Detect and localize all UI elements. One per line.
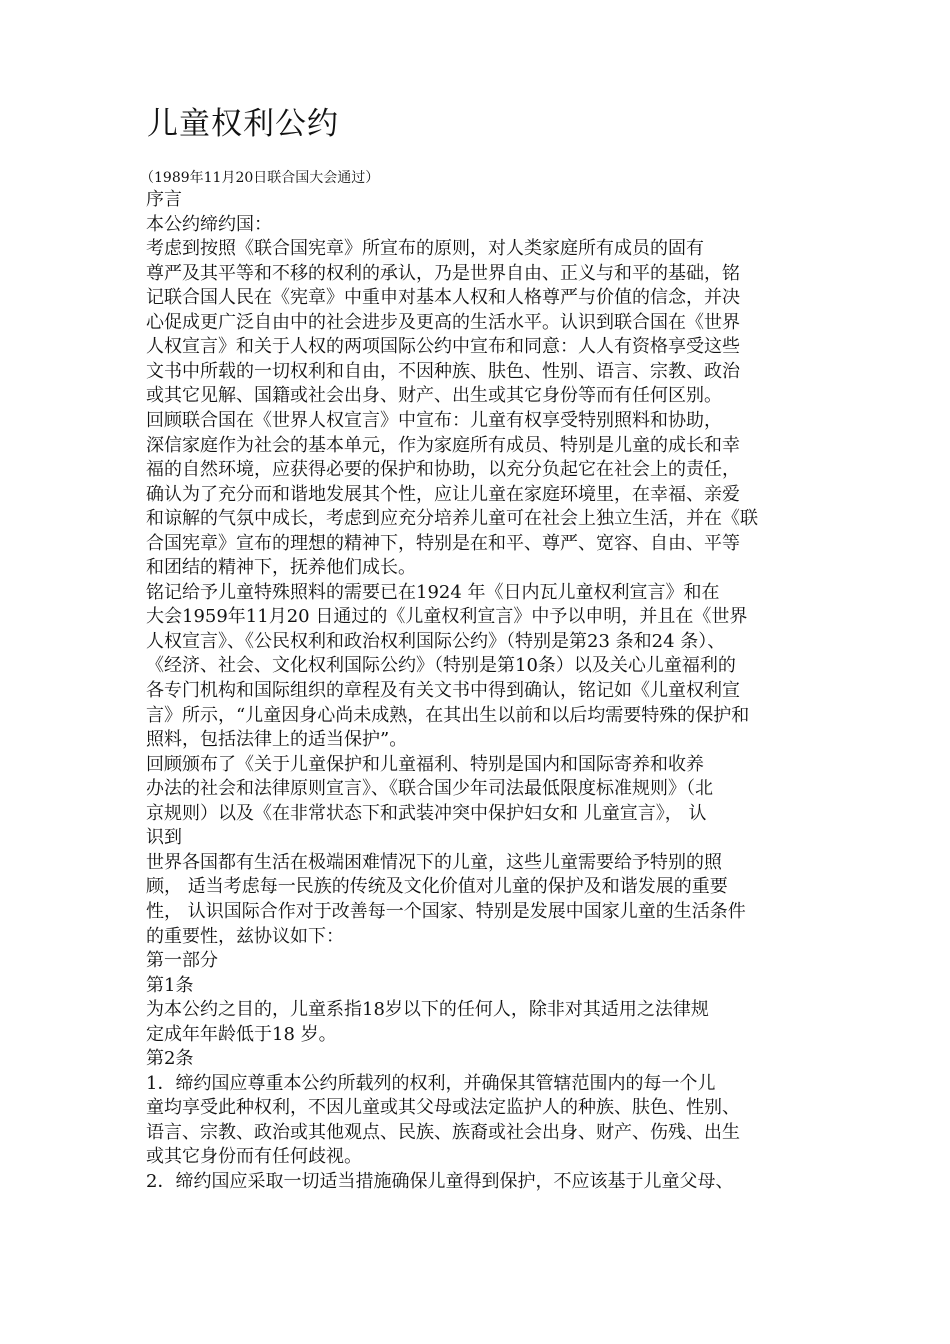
text-line: 2．缔约国应采取一切适当措施确保儿童得到保护，不应该基于儿童父母、: [146, 1171, 734, 1192]
text-line: 记联合国人民在《宪章》中重申对基本人权和人格尊严与价值的信念，并决: [146, 287, 740, 308]
text-line: 考虑到按照《联合国宪章》所宣布的原则，对人类家庭所有成员的固有: [146, 238, 704, 259]
text-line: 确认为了充分而和谐地发展其个性，应让儿童在家庭环境里，在幸福、亲爱: [146, 484, 740, 505]
text-line: 序言: [146, 189, 182, 210]
text-line: 文书中所载的一切权利和自由，不因种族、肤色、性别、语言、宗教、政治: [146, 361, 740, 382]
text-line: 世界各国都有生活在极端困难情况下的儿童，这些儿童需要给予特别的照: [146, 852, 722, 873]
text-line: 顾， 适当考虑每一民族的传统及文化价值对儿童的保护及和谐发展的重要: [146, 876, 728, 897]
text-line: 和团结的精神下，抚养他们成长。: [146, 557, 416, 578]
text-line: 深信家庭作为社会的基本单元，作为家庭所有成员、特别是儿童的成长和幸: [146, 435, 740, 456]
text-line: 《经济、社会、文化权利国际公约》（特别是第10条）以及关心儿童福利的: [146, 655, 736, 676]
document-subtitle: （1989年11月20日联合国大会通过）: [140, 170, 380, 186]
text-line: 大会1959年11月20 日通过的《儿童权利宣言》中予以申明，并且在《世界: [146, 606, 748, 627]
text-line: 照料，包括法律上的适当保护”。: [146, 729, 408, 750]
text-line: 第一部分: [146, 950, 218, 971]
text-line: 第1条: [146, 975, 194, 996]
text-line: 铭记给予儿童特殊照料的需要已在1924 年《日内瓦儿童权利宣言》和在: [146, 582, 720, 603]
text-line: 识到: [146, 827, 182, 848]
text-line: 人权宣言》、《公民权利和政治权利国际公约》（特别是第23 条和24 条）、: [146, 631, 726, 652]
text-line: 回顾颁布了《关于儿童保护和儿童福利、特别是国内和国际寄养和收养: [146, 754, 704, 775]
text-line: 第2条: [146, 1048, 194, 1069]
text-line: 回顾联合国在《世界人权宣言》中宣布：儿童有权享受特别照料和协助，: [146, 410, 722, 431]
text-line: 定成年年龄低于18 岁。: [146, 1024, 337, 1045]
text-line: 福的自然环境，应获得必要的保护和协助，以充分负起它在社会上的责任，: [146, 459, 740, 480]
text-line: 人权宣言》和关于人权的两项国际公约中宣布和同意：人人有资格享受这些: [146, 336, 740, 357]
text-line: 1．缔约国应尊重本公约所载列的权利，并确保其管辖范围内的每一个儿: [146, 1073, 716, 1094]
text-line: 和谅解的气氛中成长，考虑到应充分培养儿童可在社会上独立生活，并在《联: [146, 508, 758, 529]
text-line: 尊严及其平等和不移的权利的承认，乃是世界自由、正义与和平的基础，铭: [146, 263, 740, 284]
text-line: 心促成更广泛自由中的社会进步及更高的生活水平。认识到联合国在《世界: [146, 312, 740, 333]
text-line: 言》所示，“儿童因身心尚未成熟，在其出生以前和以后均需要特殊的保护和: [146, 705, 750, 726]
text-line: 本公约缔约国：: [146, 214, 272, 235]
text-line: 各专门机构和国际组织的章程及有关文书中得到确认，铭记如《儿童权利宣: [146, 680, 740, 701]
text-line: 或其它身份而有任何歧视。: [146, 1146, 362, 1167]
text-line: 童均享受此种权利，不因儿童或其父母或法定监护人的种族、肤色、性别、: [146, 1097, 740, 1118]
text-line: 性， 认识国际合作对于改善每一个国家、特别是发展中国家儿童的生活条件: [146, 901, 746, 922]
text-line: 语言、宗教、政治或其他观点、民族、族裔或社会出身、财产、伤残、出生: [146, 1122, 740, 1143]
text-line: 为本公约之目的，儿童系指18岁以下的任何人，除非对其适用之法律规: [146, 999, 709, 1020]
text-line: 办法的社会和法律原则宣言》、《联合国少年司法最低限度标准规则》（北: [146, 778, 713, 799]
text-line: 的重要性，兹协议如下：: [146, 926, 344, 947]
text-line: 京规则）以及《在非常状态下和武装冲突中保护妇女和 儿童宣言》， 认: [146, 803, 707, 824]
text-line: 或其它见解、国籍或社会出身、财产、出生或其它身份等而有任何区别。: [146, 385, 722, 406]
document-title: 儿童权利公约: [147, 106, 339, 142]
text-line: 合国宪章》宣布的理想的精神下，特别是在和平、尊严、宽容、自由、平等: [146, 533, 740, 554]
